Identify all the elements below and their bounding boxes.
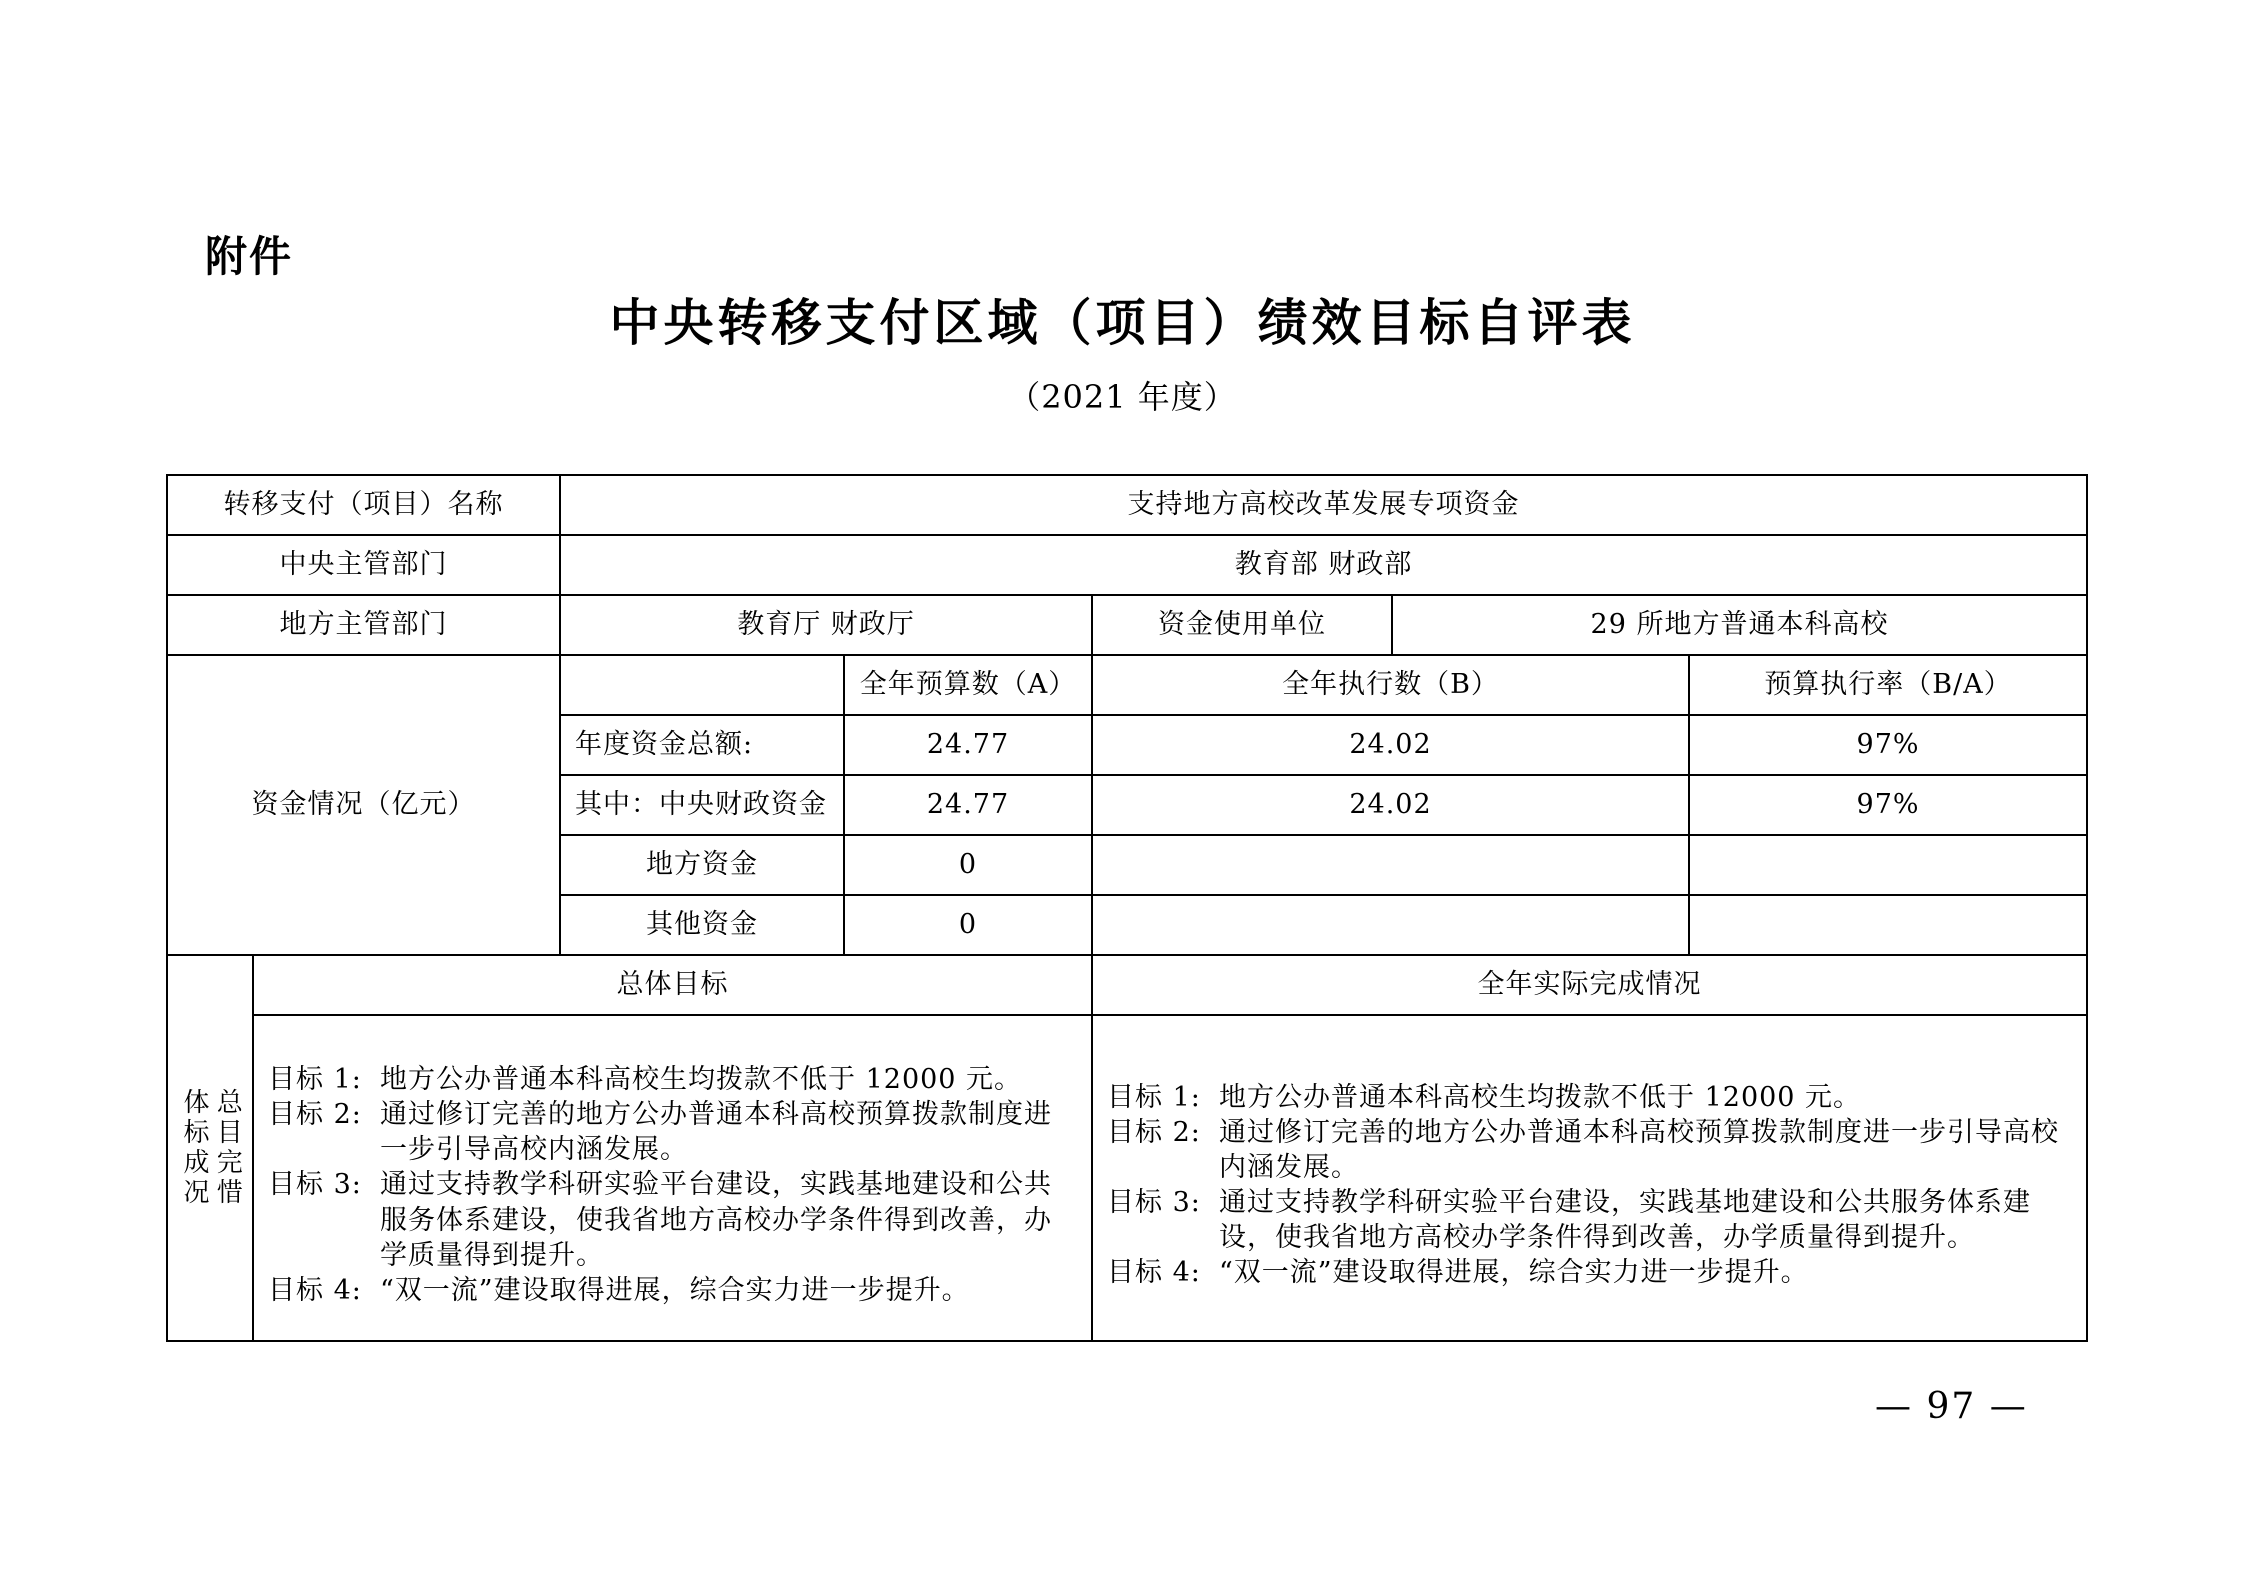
- goal-item: 目标 2: 通过修订完善的地方公办普通本科高校预算拨款制度进一步引导高校内涵发展。: [268, 1099, 1052, 1166]
- actual-goals-cell: [1092, 1015, 2087, 1341]
- fund-budget: 0: [844, 835, 1092, 895]
- project-name-label: 转移支付（项目）名称: [167, 475, 560, 535]
- table-row: [167, 595, 2087, 655]
- fund-budget: 24.77: [844, 715, 1092, 775]
- col-executed-header: 全年执行数（B）: [1092, 655, 1689, 715]
- actual-completion-header: 全年实际完成情况: [1092, 955, 2087, 1015]
- empty-cell: [560, 655, 844, 715]
- central-dept-label: 中央主管部门: [167, 535, 560, 595]
- fund-row-label: 其中：中央财政资金: [560, 775, 844, 835]
- col-budget-header: 全年预算数（A）: [844, 655, 1092, 715]
- attachment-label: 附件: [205, 232, 294, 281]
- table-row: [167, 535, 2087, 595]
- overall-label-col2: 总目完惜: [212, 1088, 243, 1208]
- fund-row-label: 地方资金: [560, 835, 844, 895]
- fund-budget: 24.77: [844, 775, 1092, 835]
- fund-budget: 0: [844, 895, 1092, 955]
- fund-row-label: 其他资金: [560, 895, 844, 955]
- page-subtitle: （2021 年度）: [1008, 378, 1237, 416]
- actual-item: 目标 4: “双一流”建设取得进展，综合实力进一步提升。: [1107, 1257, 1809, 1289]
- table-row: [167, 1015, 2087, 1341]
- funds-label: 资金情况（亿元）: [167, 655, 560, 955]
- central-dept-value: 教育部 财政部: [560, 535, 2087, 595]
- fund-executed: [1092, 835, 1689, 895]
- fund-executed: 24.02: [1092, 715, 1689, 775]
- project-name-value: 支持地方高校改革发展专项资金: [560, 475, 2087, 535]
- local-dept-label: 地方主管部门: [167, 595, 560, 655]
- local-dept-value: 教育厅 财政厅: [560, 595, 1092, 655]
- fund-user-value: 29 所地方普通本科高校: [1392, 595, 2087, 655]
- table-row: [167, 475, 2087, 535]
- fund-row-label: 年度资金总额:: [560, 715, 844, 775]
- fund-rate: 97%: [1689, 715, 2087, 775]
- actual-item: 目标 2: 通过修订完善的地方公办普通本科高校预算拨款制度进一步引导高校内涵发展。: [1107, 1116, 2059, 1183]
- overall-goals-cell: [253, 1015, 1092, 1341]
- overall-goal-vertical-label: [167, 955, 253, 1341]
- col-rate-header: 预算执行率（B/A）: [1689, 655, 2087, 715]
- fund-executed: [1092, 895, 1689, 955]
- fund-rate: [1689, 835, 2087, 895]
- page-title: 中央转移支付区域（项目）绩效目标自评表: [609, 294, 1636, 352]
- actual-item: 目标 1: 地方公办普通本科高校生均拨款不低于 12000 元。: [1107, 1081, 1862, 1113]
- fund-rate: [1689, 895, 2087, 955]
- evaluation-table: [166, 474, 2088, 1342]
- page-number: — 97 —: [1875, 1386, 2028, 1427]
- fund-rate: 97%: [1689, 775, 2087, 835]
- goal-item: 目标 3: 通过支持教学科研实验平台建设，实践基地建设和公共服务体系建设，使我省地方高校办学条件得到改善，办学质量得到提升。: [268, 1169, 1052, 1271]
- goal-item: 目标 4: “双一流”建设取得进展，综合实力进一步提升。: [268, 1274, 970, 1306]
- overall-goal-header: 总体目标: [253, 955, 1092, 1015]
- table-row: [167, 955, 2087, 1015]
- goal-item: 目标 1: 地方公办普通本科高校生均拨款不低于 12000 元。: [268, 1064, 1023, 1096]
- overall-label-col1: 体标成况: [179, 1088, 209, 1208]
- fund-user-label: 资金使用单位: [1092, 595, 1392, 655]
- fund-executed: 24.02: [1092, 775, 1689, 835]
- table-row: [167, 655, 2087, 715]
- actual-item: 目标 3: 通过支持教学科研实验平台建设，实践基地建设和公共服务体系建设，使我省地方高校办学条件得到改善，办学质量得到提升。: [1107, 1187, 2031, 1254]
